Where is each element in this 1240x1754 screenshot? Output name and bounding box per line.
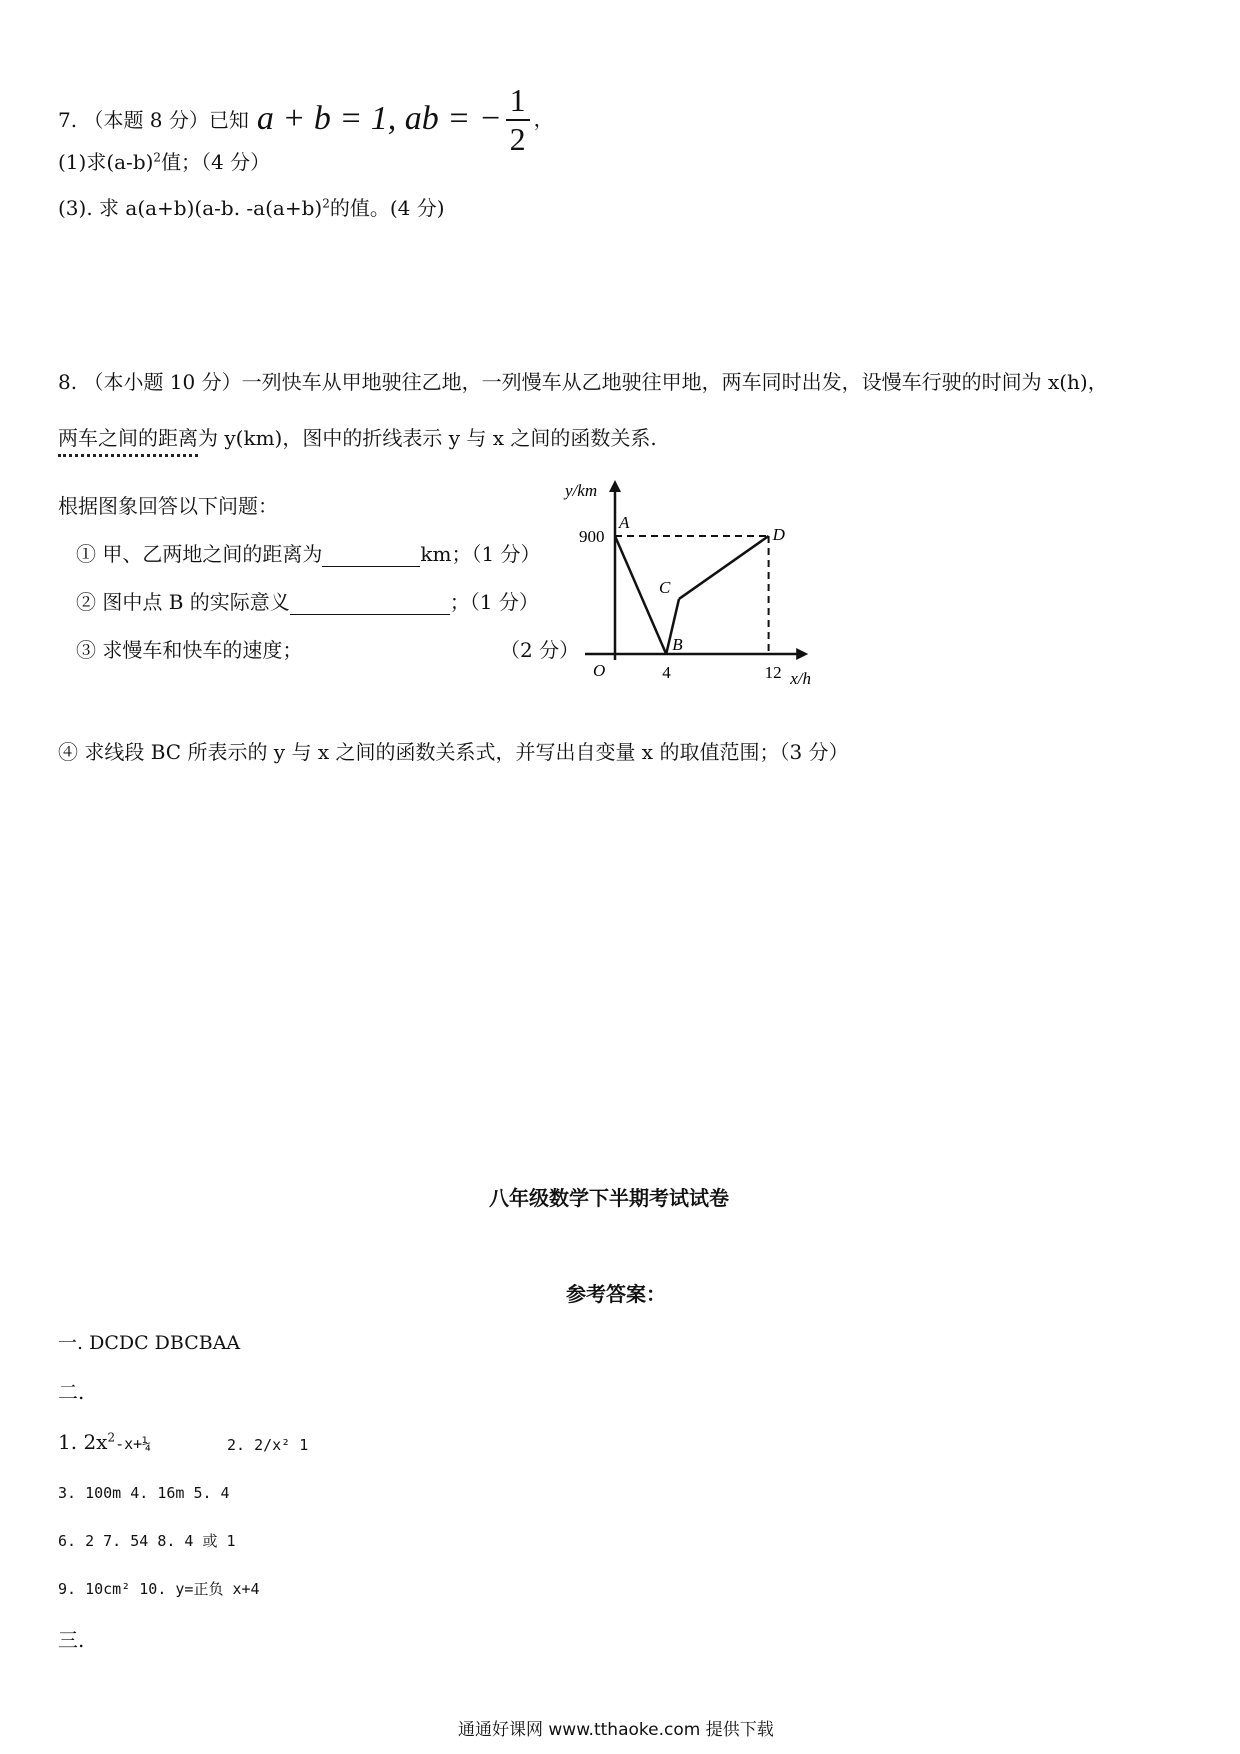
q8-line-2 xyxy=(58,426,657,450)
q8-line-1: 8. （本小题 10 分）一列快车从甲地驶往乙地，一列慢车从乙地驶往甲地，两车同时出发，设慢车行驶的时间为 x(h)， xyxy=(58,370,1108,394)
q7-part-2-superscript: 2 xyxy=(322,196,330,211)
q8-sub-2-text: ② 图中点 B 的实际意义 xyxy=(76,590,290,614)
answers-row-4: 9. 10cm² 10. y=正负 x+4 xyxy=(58,1580,260,1598)
q8-sub-2 xyxy=(76,590,539,615)
q8-sub-1-blank[interactable] xyxy=(322,542,420,567)
q8-line-2-rest: 为 y(km)，图中的折线表示 y 与 x 之间的函数关系. xyxy=(198,426,657,450)
q8-sub-3-score: （2 分） xyxy=(500,638,580,662)
answers-row-1 xyxy=(58,1430,151,1454)
q7-header xyxy=(58,82,554,158)
answers-section-1: 一. DCDC DBCBAA xyxy=(58,1332,241,1354)
q7-part-2 xyxy=(58,196,445,220)
answers-subtitle: 参考答案： xyxy=(566,1282,666,1306)
answers-row-2: 3. 100m 4. 16m 5. 4 xyxy=(58,1484,230,1502)
q7-fraction xyxy=(506,82,530,158)
answer-1-superscript: 2 xyxy=(107,1430,116,1445)
answers-row-3: 6. 2 7. 54 8. 4 或 1 xyxy=(58,1532,236,1550)
q7-part-1-text-a: (1)求(a-b) xyxy=(58,150,154,174)
page-footer: 通通好课网 www.tthaoke.com 提供下载 xyxy=(458,1720,774,1740)
q7-equation xyxy=(257,82,554,158)
point-label-B: B xyxy=(672,635,683,654)
q7-part-1-superscript: 2 xyxy=(153,150,162,165)
x-axis-label: x/h xyxy=(790,669,811,688)
distance-time-graph xyxy=(555,478,835,698)
y-tick-label-900: 900 xyxy=(579,527,605,546)
q8-sub-1-text: ① 甲、乙两地之间的距离为 xyxy=(76,542,323,566)
point-label-C: C xyxy=(659,577,671,597)
q8-intro: 根据图象回答以下问题： xyxy=(58,494,278,518)
answer-2-text: 2. 2/x² 1 xyxy=(227,1436,309,1454)
answers-title: 八年级数学下半期考试试卷 xyxy=(489,1186,729,1210)
x-tick-label-4: 4 xyxy=(662,663,671,682)
q8-emphasis-phrase: 两车之间的距离 xyxy=(58,426,198,457)
q7-fraction-denominator: 2 xyxy=(509,120,526,157)
q8-sub-1-score: km；（1 分） xyxy=(420,542,541,566)
q7-equation-left: a + b = 1, ab = − xyxy=(256,100,502,138)
q8-sub-3: ③ 求慢车和快车的速度； xyxy=(76,638,303,662)
q7-part-2-text-b: 的值。(4 分) xyxy=(329,196,445,220)
q7-number-text: 7. （本题 8 分）已知 xyxy=(58,107,249,132)
segment-CD xyxy=(679,536,769,599)
answers-section-2: 二. xyxy=(58,1380,85,1404)
point-label-A: A xyxy=(619,513,630,532)
q8-sub-4: ④ 求线段 BC 所表示的 y 与 x 之间的函数关系式，并写出自变量 x 的取值范围；（3 分） xyxy=(58,740,849,764)
q7-fraction-numerator: 1 xyxy=(506,82,530,121)
answers-section-3: 三. xyxy=(58,1628,85,1652)
answer-1-text-a: 1. 2x xyxy=(58,1430,108,1454)
q7-part-1 xyxy=(58,150,270,174)
y-axis-arrow xyxy=(609,480,621,492)
q7-part-1-text-b: 值；（4 分） xyxy=(161,150,271,174)
q8-sub-2-blank[interactable] xyxy=(290,590,450,615)
q8-sub-1 xyxy=(76,542,541,567)
point-label-D: D xyxy=(772,525,785,544)
q8-sub-2-score: ；（1 分） xyxy=(449,590,539,614)
x-axis-arrow xyxy=(796,648,808,660)
origin-label: O xyxy=(593,661,606,680)
y-axis-label: y/km xyxy=(565,481,598,500)
q7-equation-tail: ， xyxy=(533,108,554,131)
answer-1-text-b: -x+¼ xyxy=(115,1435,152,1453)
x-tick-label-12: 12 xyxy=(764,663,782,682)
q7-part-2-text-a: (3). 求 a(a+b)(a-b. -a(a+b) xyxy=(58,196,323,220)
